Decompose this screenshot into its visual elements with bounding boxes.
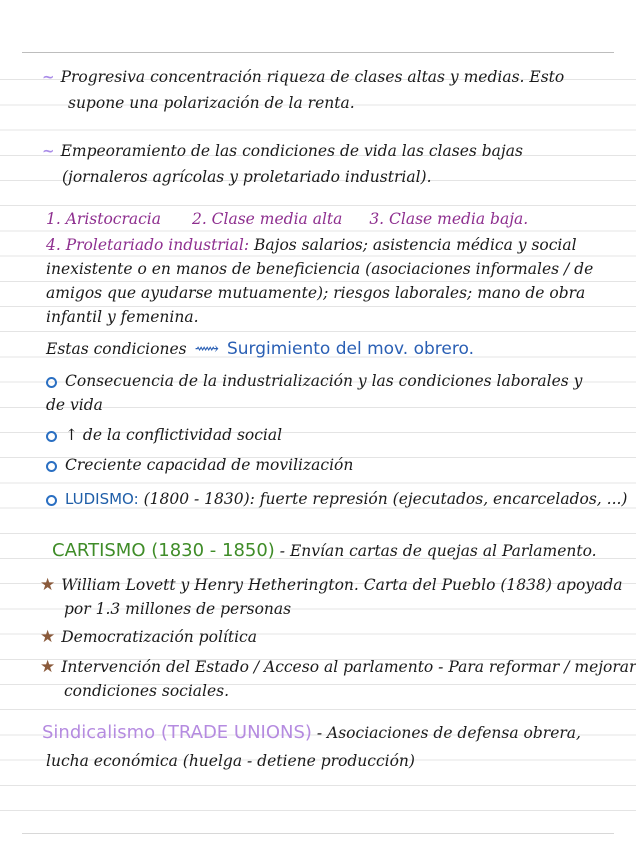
- note-line: (jornaleros agrícolas y proletariado industrial).: [62, 168, 432, 186]
- bullet-item: [46, 370, 582, 392]
- bullet-item: [46, 454, 353, 476]
- heading-line: [52, 540, 597, 562]
- note-text: ↑ de la conflictividad social: [65, 426, 283, 444]
- section-heading: Surgimiento del mov. obrero.: [226, 339, 474, 359]
- note-text: (1800 - 1830): fuerte represión (ejecutados, encarcelados, ...): [143, 490, 628, 508]
- class-list-line: [46, 208, 528, 230]
- top-rule: [22, 52, 614, 53]
- class-media-baja: 3. Clase media baja.: [369, 210, 529, 228]
- note-text: Intervención del Estado / Acceso al parlamento - Para reformar / mejorar: [61, 658, 636, 676]
- note-line: [42, 66, 564, 88]
- bullet-dot-icon: [46, 377, 57, 388]
- star-icon: ★: [40, 657, 56, 677]
- note-text: Democratización política: [61, 628, 257, 646]
- class-proletariado: 4. Proletariado industrial:: [46, 236, 250, 254]
- star-item: [40, 656, 636, 678]
- note-text: - Envían cartas de quejas al Parlamento.: [279, 542, 597, 560]
- ludismo-label: LUDISMO:: [65, 490, 139, 508]
- note-text: Empeoramiento de las condiciones de vida las clases bajas: [60, 142, 523, 160]
- bottom-rule: [22, 833, 614, 834]
- note-text: Creciente capacidad de movilización: [65, 456, 354, 474]
- note-line: lucha económica (huelga - detiene producción): [46, 752, 415, 770]
- star-item: [40, 574, 622, 596]
- bullet-item: [46, 488, 627, 510]
- note-line: [42, 140, 523, 162]
- heading-line: [42, 722, 581, 744]
- class-aristocracia: 1. Aristocracia: [46, 210, 162, 228]
- note-line: por 1.3 millones de personas: [64, 600, 292, 618]
- note-line: amigos que ayudarse mutuamente); riesgos laborales; mano de obra: [46, 284, 586, 302]
- squiggle-arrow-icon: ⟿: [194, 339, 219, 359]
- note-line: infantil y femenina.: [46, 308, 199, 326]
- note-text: Consecuencia de la industrialización y las condiciones laborales y: [65, 372, 583, 390]
- cartismo-heading: CARTISMO (1830 - 1850): [52, 540, 275, 561]
- bullet-dot-icon: [46, 431, 57, 442]
- bullet-item: [46, 424, 282, 446]
- note-text: - Asociaciones de defensa obrera,: [316, 724, 581, 742]
- star-icon: ★: [40, 627, 56, 647]
- star-icon: ★: [40, 575, 56, 595]
- class-media-alta: 2. Clase media alta: [191, 210, 343, 228]
- note-line: inexistente o en manos de beneficiencia (asociaciones informales / de: [46, 260, 594, 278]
- star-item: [40, 626, 257, 648]
- squiggle-bullet-icon: ~: [42, 68, 55, 86]
- note-text: Estas condiciones: [46, 340, 187, 358]
- note-text: Bajos salarios; asistencia médica y social: [254, 236, 577, 254]
- note-line: [46, 234, 577, 256]
- heading-line: [46, 338, 474, 360]
- note-line: de vida: [46, 396, 103, 414]
- squiggle-bullet-icon: ~: [42, 142, 55, 160]
- sindicalismo-heading: Sindicalismo (TRADE UNIONS): [42, 722, 312, 743]
- note-line: condiciones sociales.: [64, 682, 230, 700]
- note-text: Progresiva concentración riqueza de clases altas y medias. Esto: [60, 68, 565, 86]
- note-line: supone una polarización de la renta.: [68, 94, 355, 112]
- bullet-dot-icon: [46, 461, 57, 472]
- bullet-dot-icon: [46, 495, 57, 506]
- note-text: William Lovett y Henry Hetherington. Carta del Pueblo (1838) apoyada: [61, 576, 623, 594]
